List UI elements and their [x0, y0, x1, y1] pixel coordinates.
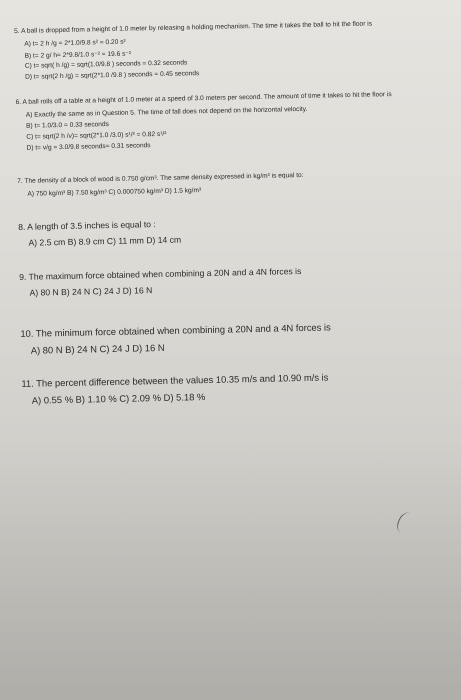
question-6-b-text: B) t= 1.0/3.0 = 0.33 seconds — [25, 121, 109, 130]
question-6-d-text: D) t= v/g = 3.0/9.8 seconds= 0.31 seconds — [26, 142, 151, 152]
question-6-c-text: C) t= sqrt(2 h /v)= sqrt(2*1.0 /3.0) s¹/² = 0.82 s¹/² — [26, 130, 167, 141]
question-7-stem-text: 7. The density of a block of wood is 0.750 g/cm³. The same density expressed in kg/m³ is equal to: — [17, 171, 304, 185]
document-content — [14, 19, 461, 668]
question-11-stem-text: 11. The percent difference between the values 10.35 m/s and 10.90 m/s is — [21, 371, 329, 389]
question-5-d-text: D) t= sqrt(2 h /g) = sqrt(2*1.0 /9.8 ) seconds = 0.45 seconds — [24, 70, 200, 81]
question-5-c-text: C) t= sqrt( h /g) = sqrt(1.0/9.8 ) seconds = 0.32 seconds — [24, 59, 188, 70]
question-5-b-text: B) t= 2 g/ h= 2*9.8/1.0 s⁻² = 19.6 s⁻² — [24, 50, 132, 60]
question-10-options-text: A) 80 N B) 24 N C) 24 J D) 16 N — [30, 341, 165, 356]
question-9-options-text: A) 80 N B) 24 N C) 24 J D) 16 N — [29, 285, 153, 298]
question-8-options-text: A) 2.5 cm B) 8.9 cm C) 11 mm D) 14 cm — [28, 234, 182, 248]
question-8-stem-text: 8. A length of 3.5 inches is equal to : — [18, 219, 156, 232]
question-9-stem-text: 9. The maximum force obtained when combining a 20N and a 4N forces is — [19, 266, 302, 282]
question-5-stem-text: 5. A ball is dropped from a height of 1.0 meter by releasing a holding mechanism. The time it takes the ball to hit the floor is — [14, 20, 373, 35]
question-11-options-text: A) 0.55 % B) 1.10 % C) 2.09 % D) 5.18 % — [31, 391, 206, 406]
question-5-a-text: A) t= 2 h /g = 2*1.0/9.8 s² = 0.20 s² — [24, 38, 126, 48]
question-6-a-text: A) Exactly the same as in Question 5. The time of fall does not depend on the horizontal velocity. — [25, 105, 308, 119]
question-6-stem-text: 6. A ball rolls off a table at a height of 1.0 meter at a speed of 3.0 meters per second. The amount of time it takes to hit the floor is — [15, 91, 392, 106]
question-10-stem-text: 10. The minimum force obtained when combining a 20N and a 4N forces is — [20, 321, 331, 339]
question-7-options-text: A) 750 kg/m³ B) 7.50 kg/m³ C) 0.000750 kg/m³ D) 1.5 kg/m³ — [27, 187, 202, 198]
